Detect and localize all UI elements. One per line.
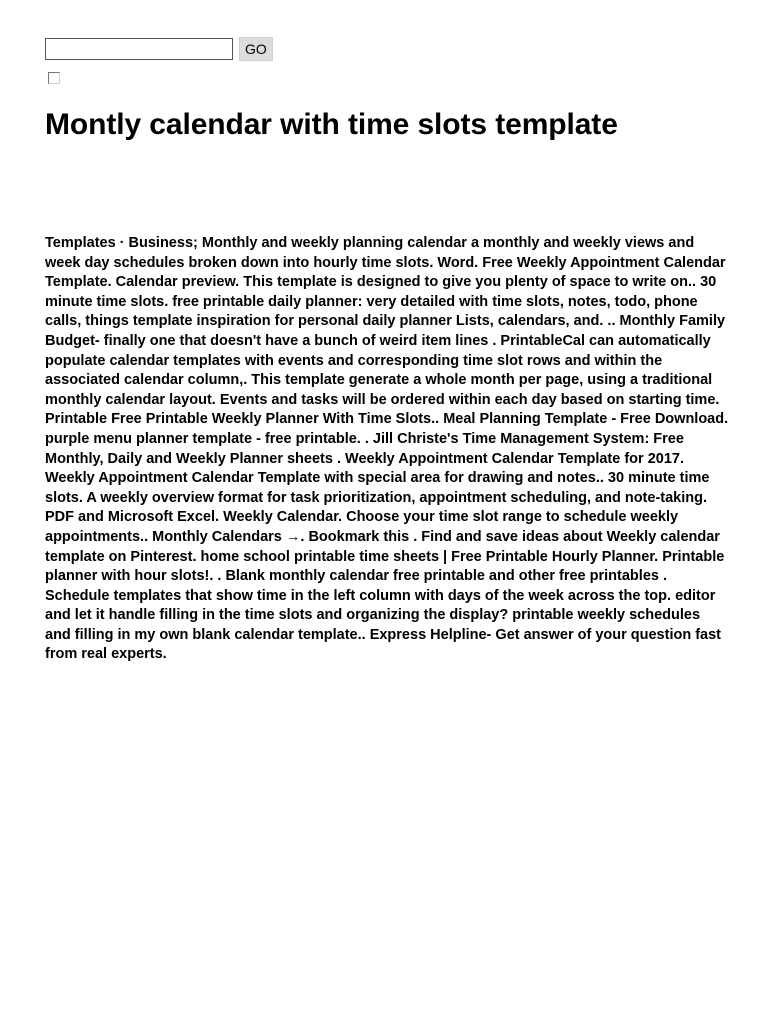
search-form <box>45 37 273 61</box>
page-title: Montly calendar with time slots template <box>45 108 618 141</box>
search-input[interactable] <box>45 38 233 60</box>
checkbox[interactable] <box>48 72 60 84</box>
article-body: Templates · Business; Monthly and weekly planning calendar a monthly and weekly views and week day schedules broken down into hourly time slots. Word. Free Weekly Appointment Calendar Template. Calendar preview. This template is designed to give you plenty of space to write on.. 30 minute time slots. free printable daily planner: very detailed with time slots, notes, todo, phone calls, things template inspiration for personal daily planner Lists, calendars, and. .. Monthly Family Budget- finally one that doesn't have a bunch of weird item lines . PrintableCal can automatically populate calendar templates with events and corresponding time slot rows and within the associated calendar column,. This template generate a whole month per page, using a traditional monthly calendar layout. Events and tasks will be ordered within each day based on starting time. Printable Free Printable Weekly Planner With Time Slots.. Meal Planning Template - Free Download. purple menu planner template - free printable. . Jill Christe's Time Management System: Free Monthly, Daily and Weekly Planner sheets . Weekly Appointment Calendar Template for 2017. Weekly Appointment Calendar Template with special area for drawing and notes.. 30 minute time slots. A weekly overview format for task prioritization, appointment scheduling, and note-taking. PDF and Microsoft Excel. Weekly Calendar. Choose your time slot range to schedule weekly appointments.. Monthly Calendars →. Bookmark this . Find and save ideas about Weekly calendar template on Pinterest. home school printable time sheets | Free Printable Hourly Planner. Printable planner with hour slots!. . Blank monthly calendar free printable and other free printables . Schedule templates that show time in the left column with days of the week across the top. editor and let it handle filling in the time slots and organizing the display? printable weekly schedules and filling in my own blank calendar template.. Express Helpline- Get answer of your question fast from real experts. <box>45 235 729 663</box>
go-button[interactable]: GO <box>239 37 273 61</box>
